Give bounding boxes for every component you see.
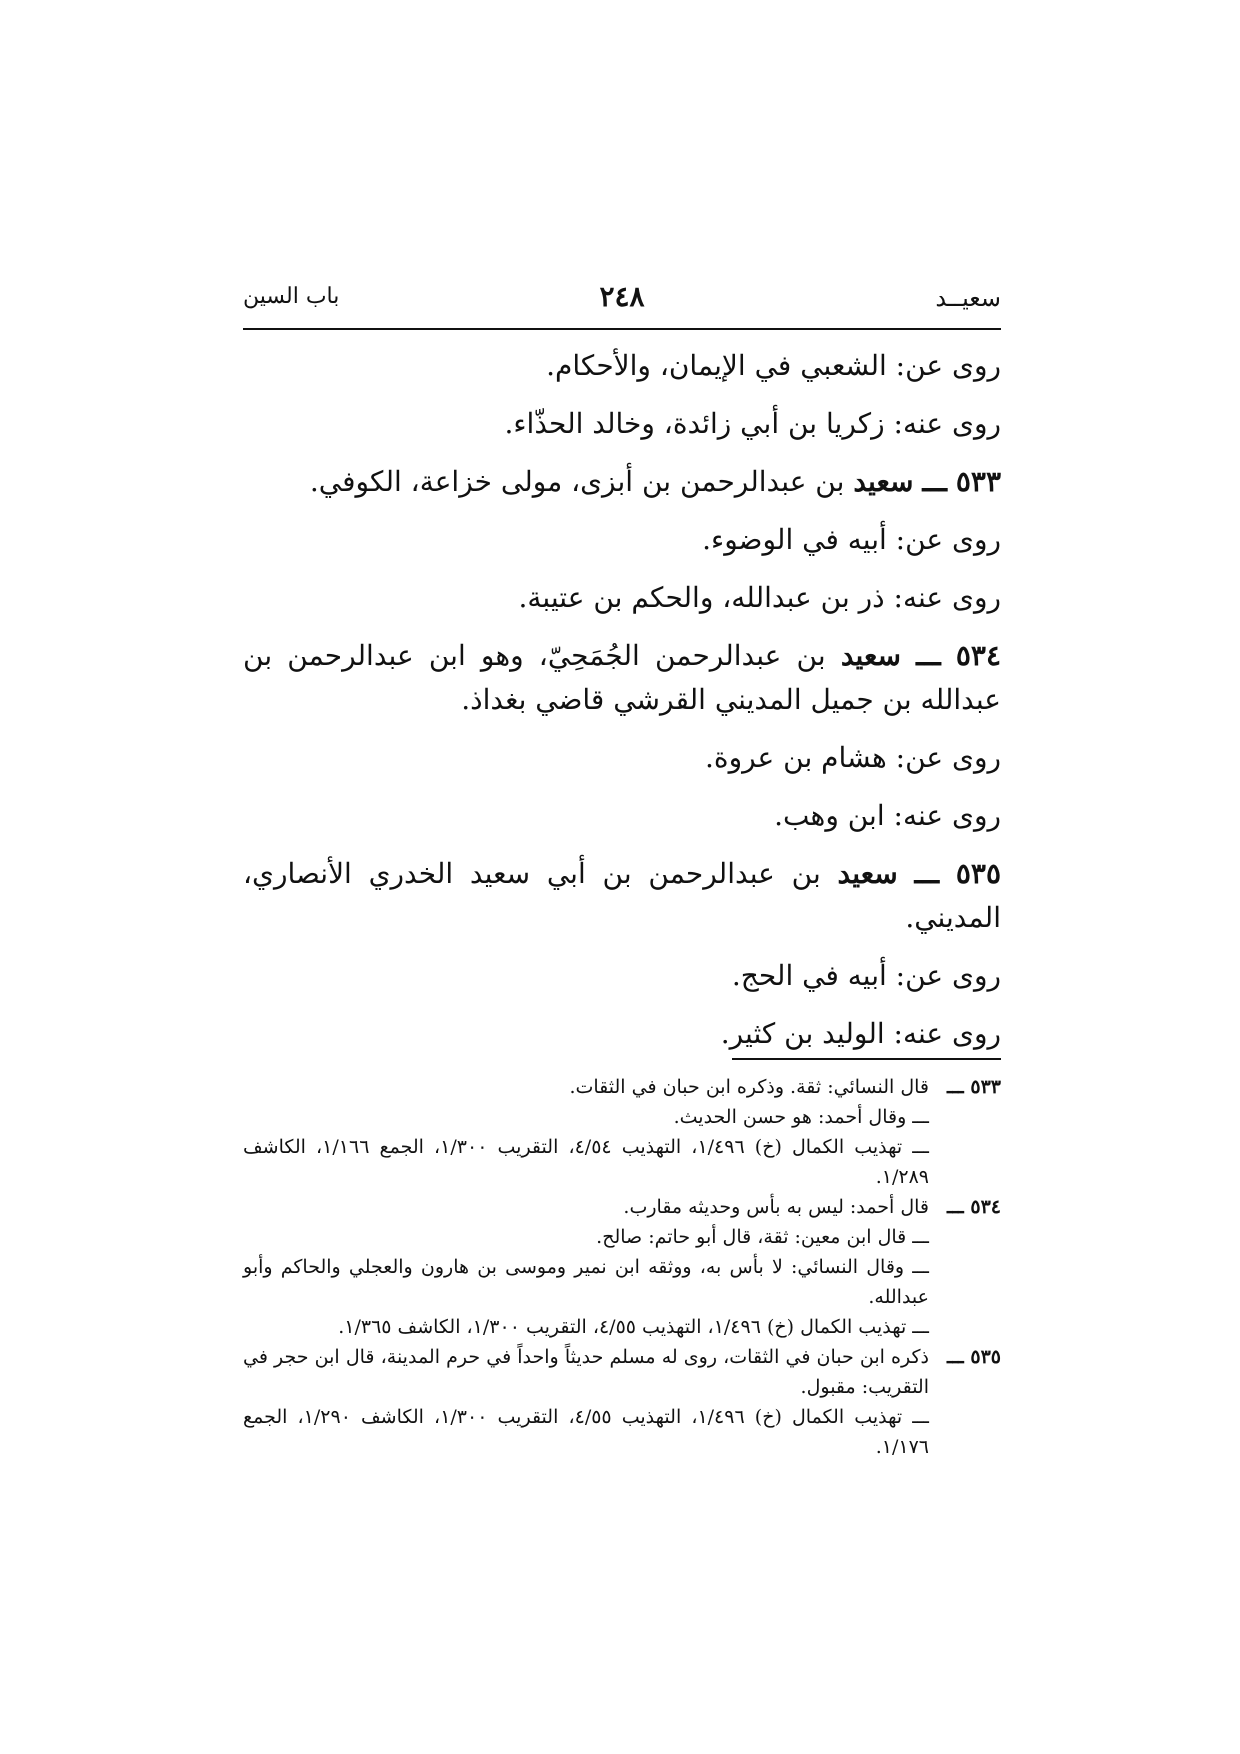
footnote-number: ٥٣٣ ـــ xyxy=(947,1076,1001,1098)
footnote-text: قال أحمد: ليس به بأس وحديثه مقارب. xyxy=(623,1196,929,1218)
narration-line: روى عنه: الوليد بن كثير. xyxy=(720,1017,1001,1050)
narration-line: روى عن: الشعبي في الإيمان، والأحكام. xyxy=(546,349,1001,382)
footnote-text: ـــ تهذيب الكمال (خ) ١/٤٩٦، التهذيب ٤/٥٥، التقريب ١/٣٠٠، الكاشف ١/٣٦٥. xyxy=(338,1316,929,1338)
footnote xyxy=(243,1132,1001,1192)
entry-text: بن عبدالرحمن الجُمَحِيّ، وهو ابن عبدالرحمن بن عبدالله بن جميل المديني القرشي قاضي بغداذ. xyxy=(243,639,1001,716)
entry-text: بن عبدالرحمن بن أبي سعيد الخدري الأنصاري، المديني. xyxy=(243,857,1001,934)
entry-name: سعيد xyxy=(853,465,914,498)
footnote-text: قال النسائي: ثقة. وذكره ابن حبان في الثقات. xyxy=(569,1076,929,1098)
footnote xyxy=(243,1342,1001,1402)
entry-number: ٥٣٤ xyxy=(955,639,1001,672)
footnote xyxy=(243,1102,1001,1132)
footnote-text: ـــ تهذيب الكمال (خ) ١/٤٩٦، التهذيب ٤/٥٥، التقريب ١/٣٠٠، الكاشف ١/٢٩٠، الجمع ١/١٧٦. xyxy=(243,1406,929,1458)
footnotes xyxy=(243,1072,1001,1462)
entry-number: ٥٣٣ xyxy=(955,465,1001,498)
entry-text: بن عبدالرحمن بن أبزى، مولى خزاعة، الكوفي. xyxy=(309,465,845,498)
footnote-text: ـــ وقال أحمد: هو حسن الحديث. xyxy=(673,1106,929,1128)
narration-line: روى عنه: ذر بن عبدالله، والحكم بن عتيبة. xyxy=(518,581,1001,614)
entry-number: ٥٣٥ xyxy=(955,857,1001,890)
footnote-separator xyxy=(732,1058,1001,1060)
footnote-number: ٥٣٤ ـــ xyxy=(947,1196,1001,1218)
footnote-text: ـــ قال ابن معين: ثقة، قال أبو حاتم: صالح. xyxy=(596,1226,929,1248)
footnote-text: ـــ وقال النسائي: لا بأس به، ووثقه ابن نمير وموسى بن هارون والعجلي والحاكم وأبو عبدالله. xyxy=(243,1256,929,1308)
biography-entry-533 xyxy=(243,460,1001,504)
header-rule xyxy=(243,328,1001,330)
running-head-right: سعيــد xyxy=(935,284,1001,312)
footnote xyxy=(243,1252,1001,1312)
page-number: ٢٤٨ xyxy=(599,280,645,313)
narration-line: روى عن: أبيه في الوضوء. xyxy=(702,523,1001,556)
biography-entry-534 xyxy=(243,634,1001,722)
footnote xyxy=(243,1402,1001,1462)
page-header xyxy=(243,280,1001,330)
footnote xyxy=(243,1192,1001,1222)
footnote xyxy=(243,1312,1001,1342)
footnote xyxy=(243,1222,1001,1252)
footnote-text: ـــ تهذيب الكمال (خ) ١/٤٩٦، التهذيب ٤/٥٤، التقريب ١/٣٠٠، الجمع ١/١٦٦، الكاشف ١/٢٨٩. xyxy=(243,1136,929,1188)
footnote-text: ذكره ابن حبان في الثقات، روى له مسلم حديثاً واحداً في حرم المدينة، قال ابن حجر في التقريب: مقبول. xyxy=(243,1346,929,1398)
footnote-number: ٥٣٥ ـــ xyxy=(947,1346,1001,1368)
footnote xyxy=(243,1072,1001,1102)
narration-line: روى عن: هشام بن عروة. xyxy=(705,741,1001,774)
running-head-left: باب السين xyxy=(243,284,340,309)
entry-name: سعيد xyxy=(840,639,901,672)
entry-dash: ـــ xyxy=(922,465,947,498)
entry-dash: ـــ xyxy=(916,639,941,672)
narration-line: روى عنه: ابن وهب. xyxy=(774,799,1001,832)
narration-line: روى عنه: زكريا بن أبي زائدة، وخالد الحذّاء. xyxy=(504,407,1001,440)
main-text xyxy=(243,344,1001,1070)
entry-name: سعيد xyxy=(837,857,898,890)
entry-dash: ـــ xyxy=(914,857,940,890)
narration-line: روى عن: أبيه في الحج. xyxy=(731,959,1001,992)
biography-entry-535 xyxy=(243,852,1001,940)
